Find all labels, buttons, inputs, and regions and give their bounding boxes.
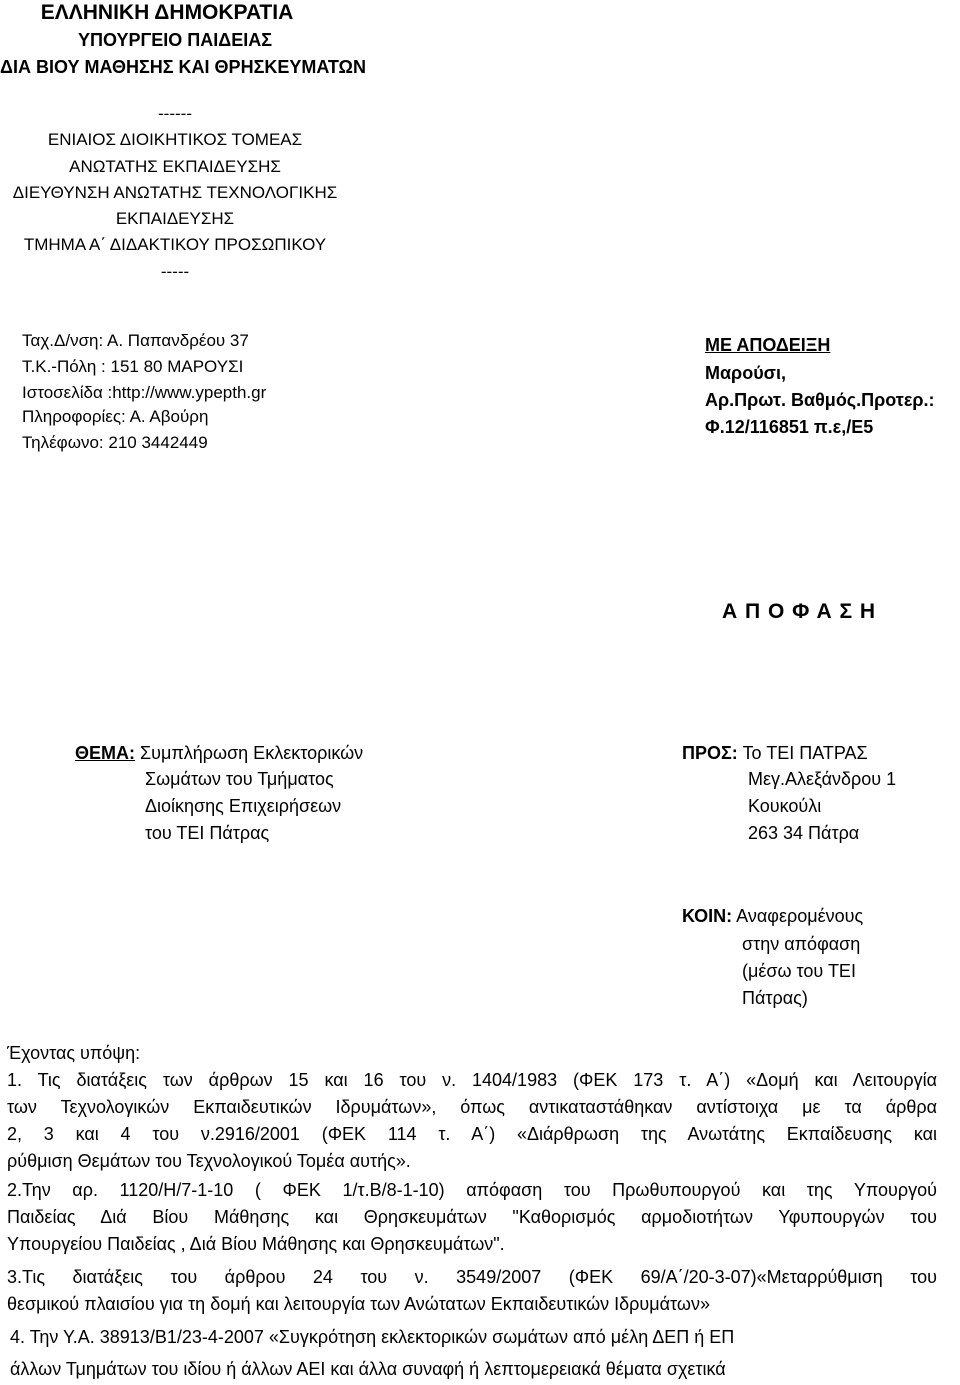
- subject-line-4: του ΤΕΙ Πάτρας: [145, 823, 270, 843]
- separator: ------: [158, 104, 192, 123]
- directorate-line-2: ΕΚΠΑΙΔΕΥΣΗΣ: [115, 209, 235, 228]
- info-value: Α. Αβούρη: [125, 407, 209, 426]
- protocol-number: Φ.12/116851 π.ε,/Ε5: [705, 417, 874, 437]
- paragraph-1-line-4: ρύθμιση Θεμάτων του Τεχνολογικού Τομέα αυτής».: [7, 1151, 411, 1171]
- cc-line-3: (μέσω του ΤΕΙ: [742, 961, 856, 981]
- place: Μαρούσι,: [705, 363, 786, 383]
- paragraph-1-line-1: 1. Τις διατάξεις των άρθρων 15 και 16 του ν. 1404/1983 (ΦΕΚ 173 τ. Α΄) «Δομή και Λειτουργία: [7, 1070, 937, 1090]
- separator: -----: [160, 262, 190, 281]
- recipient-line-3: Κουκούλι: [748, 796, 822, 816]
- paragraph-1-line-3: 2, 3 και 4 του ν.2916/2001 (ΦΕΚ 114 τ. Α΄) «Διάρθρωση της Ανωτάτης Εκπαίδευσης και: [7, 1124, 937, 1144]
- phone: [22, 433, 208, 453]
- info-label: Πληροφορίες:: [22, 407, 126, 426]
- cc-line-4: Πάτρας): [742, 988, 808, 1008]
- republic-title: ΕΛΛΗΝΙΚΗ ΔΗΜΟΚΡΑΤΙΑ: [40, 1, 294, 24]
- subject-label: ΘΕΜΑ:: [75, 743, 135, 763]
- paragraph-1-line-2: των Τεχνολογικών Εκπαιδευτικών Ιδρυμάτων», όπως αντικαταστάθηκαν αντίστοιχα με τα άρθρα: [7, 1097, 937, 1117]
- subject-text: Συμπλήρωση Εκλεκτορικών: [135, 743, 364, 763]
- paragraph-2-line-1: 2.Την αρ. 1120/Η/7-1-10 ( ΦΕΚ 1/τ.Β/8-1-10) απόφαση του Πρωθυπουργού και της Υπουργού: [7, 1180, 937, 1200]
- recipient-line-1: [682, 743, 868, 764]
- postal-code: Τ.Κ.-Πόλη : 151 80 ΜΑΡΟΥΣΙ: [22, 357, 244, 376]
- recipient-label: ΠΡΟΣ:: [682, 743, 738, 763]
- paragraph-4-line-1: 4. Την Υ.Α. 38913/Β1/23-4-2007 «Συγκρότηση εκλεκτορικών σωμάτων από μέλη ΔΕΠ ή ΕΠ: [10, 1327, 735, 1347]
- website: Ιστοσελίδα :http://www.ypepth.gr: [22, 383, 267, 402]
- ministry-title: ΥΠΟΥΡΓΕΙΟ ΠΑΙΔΕΙΑΣ: [77, 30, 273, 50]
- paragraph-2-line-3: Υπουργείου Παιδείας , Διά Βίου Μάθησης και Θρησκευμάτων".: [7, 1234, 505, 1254]
- decision-title: Α Π Ο Φ Α Σ Η: [722, 600, 876, 623]
- recipient-text: Το ΤΕΙ ΠΑΤΡΑΣ: [737, 743, 868, 763]
- protocol-labels: Αρ.Πρωτ. Βαθμός.Προτερ.:: [705, 390, 935, 410]
- phone-value: 210 3442449: [103, 433, 208, 452]
- cc-line-1: [682, 906, 863, 927]
- delivery-method: ΜΕ ΑΠΟΔΕΙΞΗ: [705, 335, 831, 355]
- recipient-line-2: Μεγ.Αλεξάνδρου 1: [748, 769, 897, 789]
- address: Ταχ.Δ/νση: Α. Παπανδρέου 37: [22, 331, 249, 350]
- paragraph-4-line-2: άλλων Τμημάτων του ιδίου ή άλλων ΑΕΙ και άλλα συναφή ή λεπτομερειακά θέματα σχετικά: [10, 1359, 726, 1379]
- subject-line-3: Διοίκησης Επιχειρήσεων: [145, 796, 342, 816]
- subject-line-2: Σωμάτων του Τμήματος: [145, 769, 334, 789]
- ministry-title-2: ΔΙΑ ΒΙΟΥ ΜΑΘΗΣΗΣ ΚΑΙ ΘΡΗΣΚΕΥΜΑΤΩΝ: [0, 57, 366, 77]
- recipient-line-4: 263 34 Πάτρα: [748, 823, 860, 843]
- paragraph-3-line-1: 3.Τις διατάξεις του άρθρου 24 του ν. 3549/2007 (ΦΕΚ 69/Α΄/20-3-07)«Μεταρρύθμιση του: [7, 1267, 937, 1287]
- directorate-line: ΔΙΕΥΘΥΝΣΗ ΑΝΩΤΑΤΗΣ ΤΕΧΝΟΛΟΓΙΚΗΣ: [12, 183, 338, 202]
- cc-line-2: στην απόφαση: [742, 934, 861, 954]
- intro-line: Έχοντας υπόψη:: [7, 1043, 141, 1063]
- sector-line-2: ΑΝΩΤΑΤΗΣ ΕΚΠΑΙΔΕΥΣΗΣ: [69, 157, 281, 176]
- cc-text: Αναφερομένους: [732, 906, 864, 926]
- sector-line: ΕΝΙΑΙΟΣ ΔΙΟΙΚΗΤΙΚΟΣ ΤΟΜΕΑΣ: [47, 130, 303, 149]
- phone-label: Τηλέφωνο:: [22, 433, 104, 452]
- cc-label: ΚΟΙΝ:: [682, 906, 733, 926]
- department-line: ΤΜΗΜΑ Α΄ ΔΙΔΑΚΤΙΚΟΥ ΠΡΟΣΩΠΙΚΟΥ: [23, 235, 327, 254]
- paragraph-2-line-2: Παιδείας Διά Βίου Μάθησης και Θρησκευμάτων "Καθορισμός αρμοδιοτήτων Υφυπουργών του: [7, 1207, 937, 1227]
- subject-line-1: [75, 743, 363, 764]
- info-contact: [22, 407, 208, 427]
- paragraph-3-line-2: θεσμικού πλαισίου για τη δομή και λειτουργία των Ανώτατων Εκπαιδευτικών Ιδρυμάτων»: [7, 1294, 710, 1314]
